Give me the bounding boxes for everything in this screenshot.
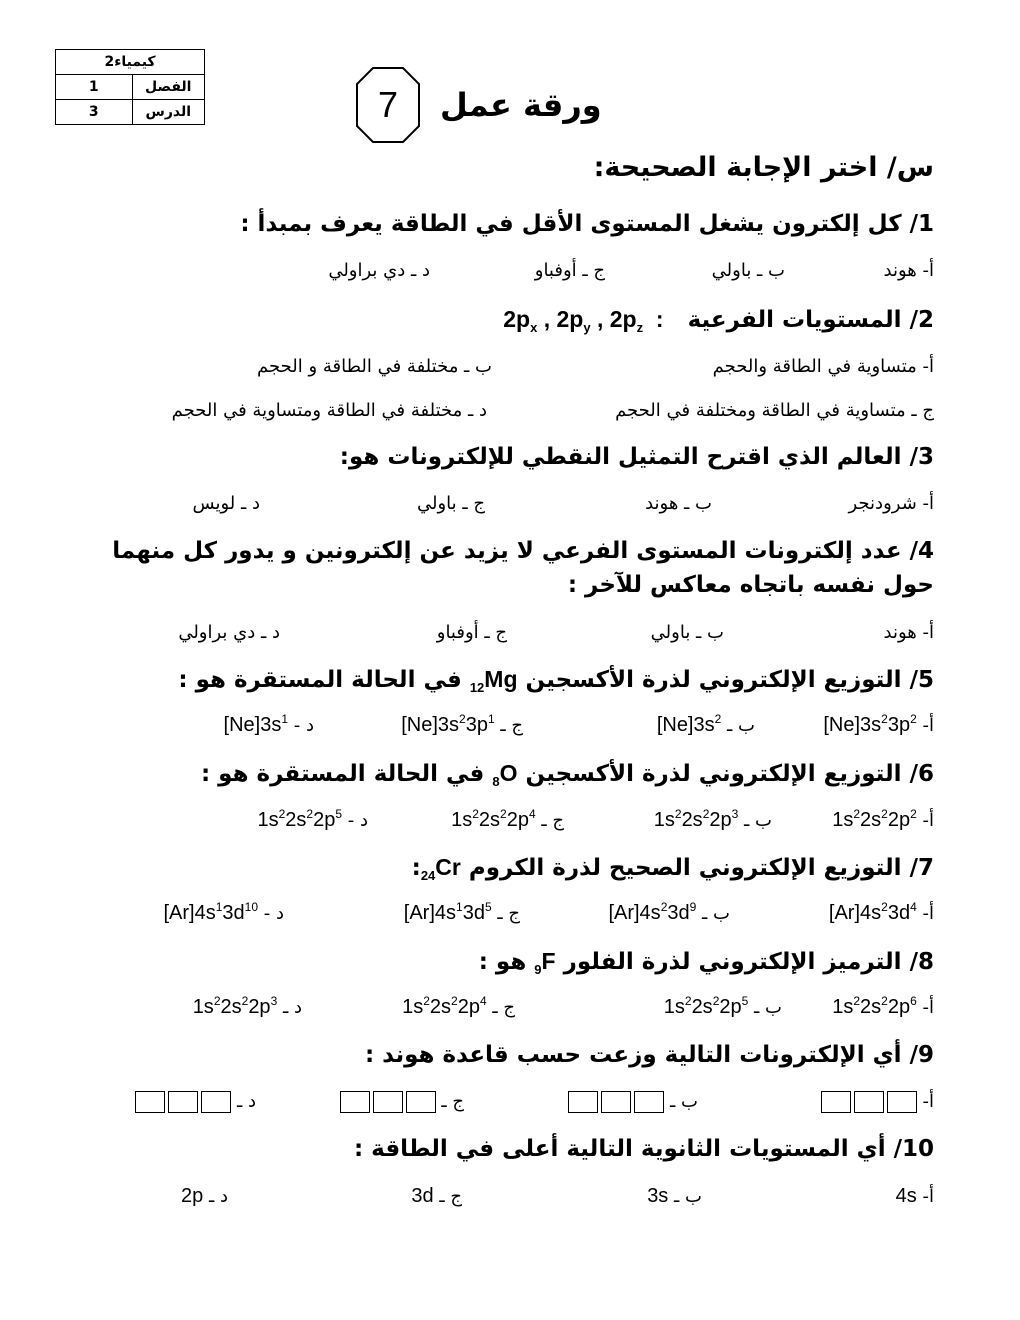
q2-option-c: ج ـ متساوية في الطاقة ومختلفة في الحجم (615, 400, 934, 421)
worksheet-number: 7 (377, 84, 399, 125)
q7-option-d: د - $[Ar]4s^13d^{10}$ (163, 900, 284, 924)
chapter-value: 1 (56, 75, 133, 100)
instruction: س/ اختر الإجابة الصحيحة: (593, 152, 934, 183)
q2-option-b: ب ـ مختلفة في الطاقة و الحجم (257, 356, 492, 377)
q1-option-a: أ- هوند (883, 260, 934, 281)
q6-option-a: أ- $1s^22s^22p^2$ (832, 807, 934, 831)
question-2 (503, 303, 934, 336)
q1-option-b: ب ـ باولي (711, 260, 785, 281)
q4-option-d: د ـ دي براولي (178, 622, 280, 643)
question-5 (178, 663, 934, 696)
q10-option-c: ج ـ 3d (411, 1185, 462, 1207)
question-2-formula: $2p_x$ , $2p_y$ , $2p_z$ : (503, 306, 664, 335)
q5-option-d: د - $[Ne]3s^1$ (223, 712, 314, 736)
q4-option-c: ج ـ أوفباو (436, 622, 507, 643)
lesson-value: 3 (56, 100, 133, 125)
question-7-element: $_{24}$Cr (420, 854, 461, 883)
q7-option-b: ب ـ $[Ar]4s^23d^9$ (608, 900, 730, 924)
question-10: 10/ أي المستويات الثانوية التالية أعلى في الطاقة : (353, 1136, 934, 1162)
orbital-boxes (568, 1091, 664, 1113)
q9-option-a: أ- (821, 1089, 934, 1115)
orbital-boxes (340, 1091, 436, 1113)
q10-option-b: ب ـ 3s (647, 1185, 702, 1207)
worksheet-number-octagon (355, 66, 421, 144)
lesson-label: الدرس (132, 100, 204, 125)
question-6 (201, 757, 934, 790)
q7-option-a: أ- $[Ar]4s^23d^4$ (828, 900, 934, 924)
orbital-boxes (821, 1091, 917, 1113)
question-5-element: $_{12}$Mg (469, 666, 518, 695)
q6-option-d: د - $1s^22s^22p^5$ (257, 807, 368, 831)
chapter-label: الفصل (132, 75, 204, 100)
question-3: 3/ العالم الذي اقترح التمثيل النقطي للإلكترونات هو: (339, 444, 934, 470)
q10-option-d: د ـ 2p (181, 1185, 228, 1207)
question-8 (479, 945, 934, 978)
question-8-element: $_9$F (534, 948, 556, 977)
q6-option-c: ج ـ $1s^22s^22p^4$ (451, 807, 564, 831)
question-7 (412, 851, 934, 884)
page-title: ورقة عمل (440, 86, 602, 124)
q3-option-a: أ- شرودنجر (848, 493, 934, 514)
question-4: 4/ عدد إلكترونات المستوى الفرعي لا يزيد عن إلكترونين و يدور كل منهما حول نفسه باتجاه معاكس للآخر : (112, 538, 934, 598)
q1-option-c: ج ـ أوفباو (534, 260, 605, 281)
q10-option-a: أ- 4s (895, 1185, 934, 1207)
question-7-text-before: 7/ التوزيع الإلكتروني الصحيح لذرة الكروم (468, 855, 934, 881)
q2-option-a: أ- متساوية في الطاقة والحجم (712, 356, 934, 377)
question-1: 1/ كل إلكترون يشغل المستوى الأقل في الطاقة يعرف بمبدأ : (240, 211, 934, 237)
q9-option-d: د ـ (135, 1089, 256, 1115)
q7-option-c: ج ـ $[Ar]4s^13d^5$ (403, 900, 520, 924)
q8-option-d: د ـ $1s^22s^22p^3$ (192, 994, 302, 1018)
q3-option-b: ب ـ هوند (645, 493, 712, 514)
q3-option-c: ج ـ باولي (416, 493, 485, 514)
q8-option-a: أ- $1s^22s^22p^6$ (832, 994, 934, 1018)
q9-option-c: ج ـ (340, 1089, 464, 1115)
q5-option-a: أ- $[Ne]3s^23p^2$ (823, 712, 934, 736)
q8-option-c: ج ـ $1s^22s^22p^4$ (402, 994, 515, 1018)
question-9: 9/ أي الإلكترونات التالية وزعت حسب قاعدة هوند : (364, 1042, 934, 1068)
q3-option-d: د ـ لويس (192, 493, 260, 514)
q5-option-b: ب ـ $[Ne]3s^2$ (656, 712, 755, 736)
question-5-text-before: 5/ التوزيع الإلكتروني لذرة الأكسجين (525, 667, 934, 693)
q6-option-b: ب ـ $1s^22s^22p^3$ (653, 807, 772, 831)
q1-option-d: د ـ دي براولي (328, 260, 430, 281)
question-7-text-after: : (411, 855, 421, 881)
question-5-text-after: في الحالة المستقرة هو : (178, 667, 462, 693)
orbital-boxes (135, 1091, 231, 1113)
info-table (55, 49, 205, 125)
question-2-text: 2/ المستويات الفرعية (687, 307, 934, 333)
q8-option-b: ب ـ $1s^22s^22p^5$ (663, 994, 782, 1018)
subject-cell: كيمياء2 (56, 50, 205, 75)
q4-option-a: أ- هوند (883, 622, 934, 643)
q9-option-b: ب ـ (568, 1089, 698, 1115)
question-6-text-after: في الحالة المستقرة هو : (200, 761, 485, 787)
q2-option-d: د ـ مختلفة في الطاقة ومتساوية في الحجم (171, 400, 487, 421)
question-8-text-before: 8/ الترميز الإلكتروني لذرة الفلور (563, 949, 934, 975)
q4-option-b: ب ـ باولي (650, 622, 724, 643)
question-8-text-after: هو : (478, 949, 527, 975)
question-6-element: $_8$O (492, 760, 518, 789)
q5-option-c: ج ـ $[Ne]3s^23p^1$ (401, 712, 523, 736)
question-6-text-before: 6/ التوزيع الإلكتروني لذرة الأكسجين (525, 761, 934, 787)
